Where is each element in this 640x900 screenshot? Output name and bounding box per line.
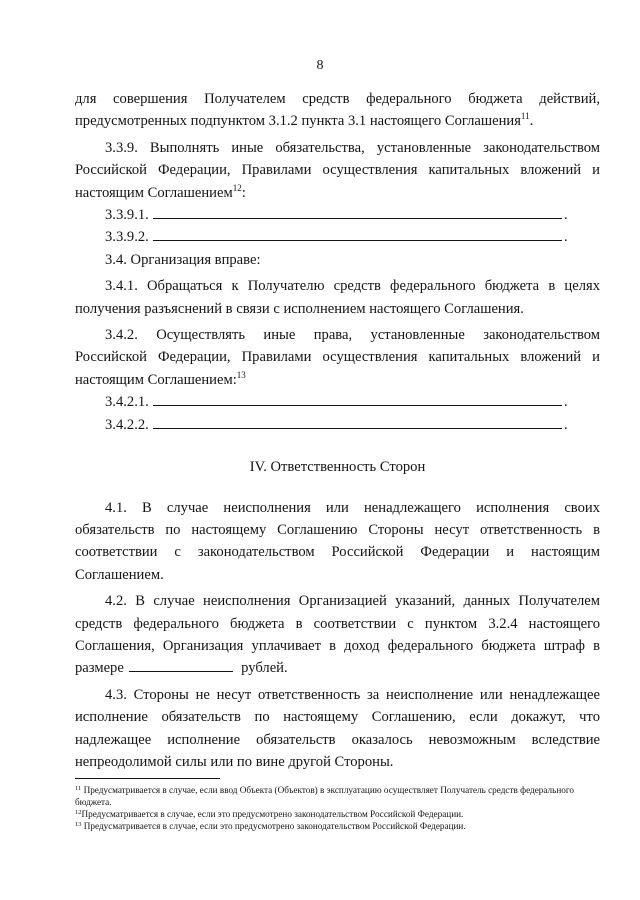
line-end-punctuation: . [564,207,568,224]
blank-fill-field[interactable] [153,414,562,429]
document-body [75,88,600,773]
paragraph-3-4-2 [75,324,600,391]
paragraph-3-4-1: 3.4.1. Обращаться к Получателю средств федерального бюджета в целях получения разъяснений в связи с исполнением настоящего Соглашения. [75,278,600,317]
footnote-number: 11 [75,785,82,792]
item-number: 3.3.9.1. [105,207,149,224]
fill-line-3-4-2-2 [75,414,600,436]
footnote-number: 12 [75,809,82,816]
line-end-punctuation: . [564,229,568,246]
fill-line-3-3-9-1 [75,204,600,226]
footnote-13 [75,820,600,832]
section-heading: IV. Ответственность Сторон [249,459,426,476]
paragraph-4-3: 4.3. Стороны не несут ответственность за неисполнение или ненадлежащее исполнение обязательств по настоящему Соглашению, если докажут, что надлежащее исполнение обязательств оказалось невозможным вследствие непреодолимой силы или по вине другой Стороны. [75,686,600,770]
line-end-punctuation: . [564,394,568,411]
footnote-11 [75,784,600,808]
paragraph-text: рублей. [241,660,288,677]
item-number: 3.3.9.2. [105,229,149,246]
paragraph-text: 3.4.2. Осуществлять иные права, установленные законодательством Российской Федерации, Правилами осуществления капитальных вложений и настоящим Соглашением: [75,327,600,388]
footnote-text: Предусматривается в случае, если ввод Объекта (Объектов) в эксплуатацию осуществляет Получатель средств федерального бюджета. [75,785,574,807]
paragraph-text: 4.2. В случае неисполнения Организацией указаний, данных Получателем средств федерального бюджета в соответствии с пунктом 3.2.4 настоящего Соглашения, Организация уплачивает в доход федерального бюджета штраф в размере [75,593,600,677]
paragraph-punctuation: : [241,184,246,201]
footnote-separator [75,778,220,779]
blank-fill-field[interactable] [153,226,562,241]
paragraph-continuation [75,88,600,133]
footnote-text: Предусматривается в случае, если это предусмотрено законодательством Российской Федерации. [81,821,466,831]
line-end-punctuation: . [564,416,568,433]
paragraph-4-2 [75,590,600,680]
footnote-ref[interactable]: 13 [236,369,246,380]
footnote-12 [75,808,600,820]
item-number: 3.4.2.2. [105,416,149,433]
paragraph-text: 3.3.9. Выполнять иные обязательства, установленные законодательством Российской Федерации, Правилами осуществления капитальных вложений и настоящим Соглашением [75,139,600,201]
paragraph-3-3-9 [75,137,600,204]
blank-fill-field[interactable] [153,391,562,406]
paragraph-3-4: 3.4. Организация вправе: [105,251,261,268]
fill-line-3-4-2-1 [75,391,600,413]
page-number: 8 [316,58,324,73]
footnote-text: Предусматривается в случае, если это предусмотрено законодательством Российской Федерации. [81,809,464,819]
footnotes [75,784,600,832]
footnote-number: 13 [75,821,82,828]
paragraph-text: для совершения Получателем средств федерального бюджета действий, предусмотренных подпунктом 3.1.2 пункта 3.1 настоящего Соглашения [75,91,600,130]
item-number: 3.4.2.1. [105,394,149,411]
footnote-ref[interactable]: 11 [520,111,530,122]
footnote-ref[interactable]: 12 [232,182,242,193]
fine-amount-blank[interactable] [129,657,233,672]
fill-line-3-3-9-2 [75,226,600,248]
blank-fill-field[interactable] [153,204,562,219]
paragraph-punctuation: . [529,113,534,130]
paragraph-4-1: 4.1. В случае неисполнения или ненадлежащего исполнения своих обязательств по настоящему Соглашению Стороны несут ответственность в соответствии с законодательством Российской Федерации и настоящим Соглашением. [75,499,600,583]
